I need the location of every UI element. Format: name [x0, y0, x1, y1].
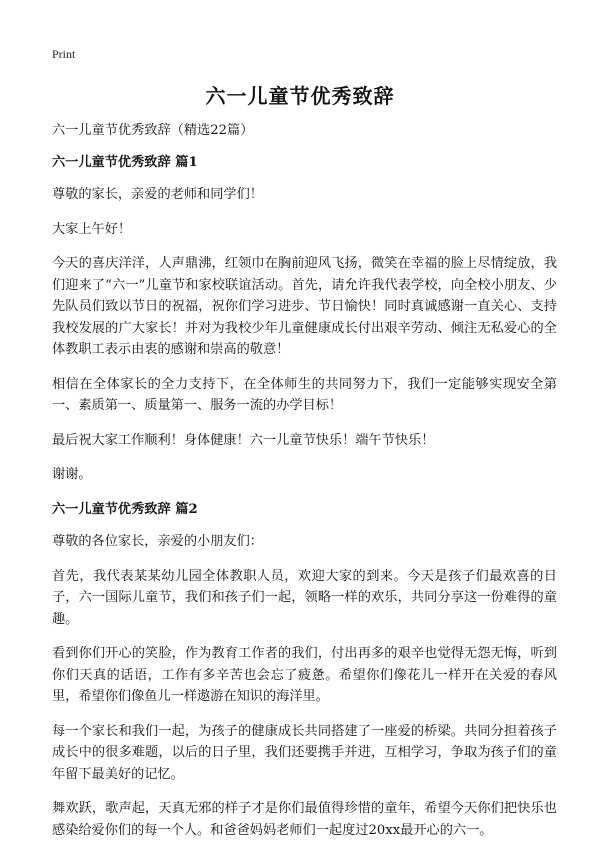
document-subtitle: 六一儿童节优秀致辞（精选22篇）: [52, 123, 254, 138]
section-1-body: [52, 184, 557, 486]
print-link[interactable]: Print: [52, 47, 76, 61]
paragraph: 尊敬的各位家长，亲爱的小朋友们：: [52, 534, 263, 549]
paragraph: 舞欢跃，歌声起，天真无邪的样子才是你们最值得珍惜的童年，希望今天你们把快乐也感染给爱你们的每一个人。和爸爸妈妈老师们一起度过20xx最开心的六一。: [52, 801, 557, 838]
page-title: 六一儿童节优秀致辞: [205, 84, 395, 108]
paragraph: 今天的喜庆洋洋，人声鼎沸，红领巾在胸前迎风飞扬，微笑在幸福的脸上尽情绽放，我们迎来了“六一”儿童节和家校联谊活动。首先，请允许我代表学校，向全校小朋友、少先队员们致以节日的祝福，祝你们学习进步、节日愉快！同时真诚感谢一直关心、支持我校发展的广大家长！并对为我校少年儿童健康成长付出艰辛劳动、倾注无私爱心的全体教职工表示由衷的感谢和崇高的敬意！: [52, 256, 557, 357]
paragraph: 尊敬的家长，亲爱的老师和同学们！: [52, 187, 263, 202]
paragraph: 首先，我代表某某幼儿园全体教职人员，欢迎大家的到来。今天是孩子们最欢喜的日子，六一国际儿童节，我们和孩子们一起，领略一样的欢乐，共同分享这一份难得的童趣。: [52, 568, 557, 627]
paragraph: 每一个家长和我们一起，为孩子的健康成长共同搭建了一座爱的桥梁。共同分担着孩子成长中的很多难题，以后的日子里，我们还要携手并进，互相学习，争取为孩子们的童年留下最美好的记忆。: [52, 723, 557, 782]
paragraph: 相信在全体家长的全力支持下，在全体师生的共同努力下，我们一定能够实现安全第一、素质第一、质量第一、服务一流的办学目标！: [52, 376, 557, 413]
paragraph: 最后祝大家工作顺利！身体健康！六一儿童节快乐！端午节快乐！: [52, 432, 435, 448]
section-heading-2: 六一儿童节优秀致辞 篇2: [52, 501, 198, 517]
paragraph: 谢谢。: [52, 467, 92, 482]
paragraph: 大家上午好！: [52, 221, 132, 237]
paragraph: 看到你们开心的笑脸，作为教育工作者的我们，付出再多的艰辛也觉得无怨无悔，听到你们天真的话语，工作有多辛苦也会忘了疲惫。希望你们像花儿一样开在关爱的春风里，希望你们像鱼儿一样遨游在知识的海洋里。: [52, 646, 557, 704]
section-heading-1: 六一儿童节优秀致辞 篇1: [52, 154, 198, 170]
document-body: [52, 120, 557, 854]
section-2-body: [52, 531, 557, 841]
